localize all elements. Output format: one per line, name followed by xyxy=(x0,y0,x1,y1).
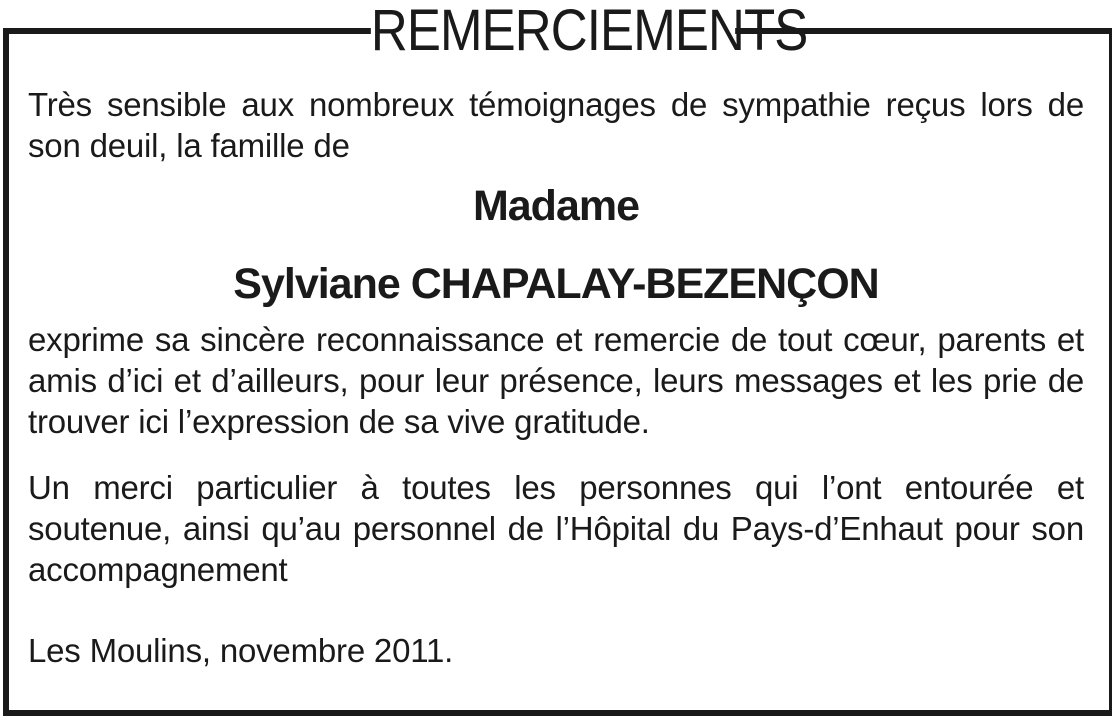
deceased-prefix: Madame xyxy=(472,182,640,230)
notice-body xyxy=(28,84,1084,671)
notice-title: REMERCIEMENTS xyxy=(370,0,808,63)
intro-text: Très sensible aux nombreux témoignages de sympathie reçus lors de son deuil, la famille de xyxy=(28,86,1084,164)
deceased-name: Sylviane CHAPALAY-BEZENÇON xyxy=(233,260,879,308)
gratitude-text: exprime sa sincère reconnaissance et remercie de tout cœur, parents et amis d’ici et d’ailleurs, pour leur présence, leurs messages et les prie de trouver ici l’expression de sa vive gratitude. xyxy=(28,321,1084,440)
special-thanks-text: Un merci particulier à toutes les personnes qui l’ont entourée et soutenue, ainsi qu’au personnel de l’Hôpital du Pays-d’Enhaut pour son accompagnement xyxy=(28,469,1084,588)
deceased-block xyxy=(28,182,1084,308)
place-date-signature: Les Moulins, novembre 2011. xyxy=(28,632,454,669)
